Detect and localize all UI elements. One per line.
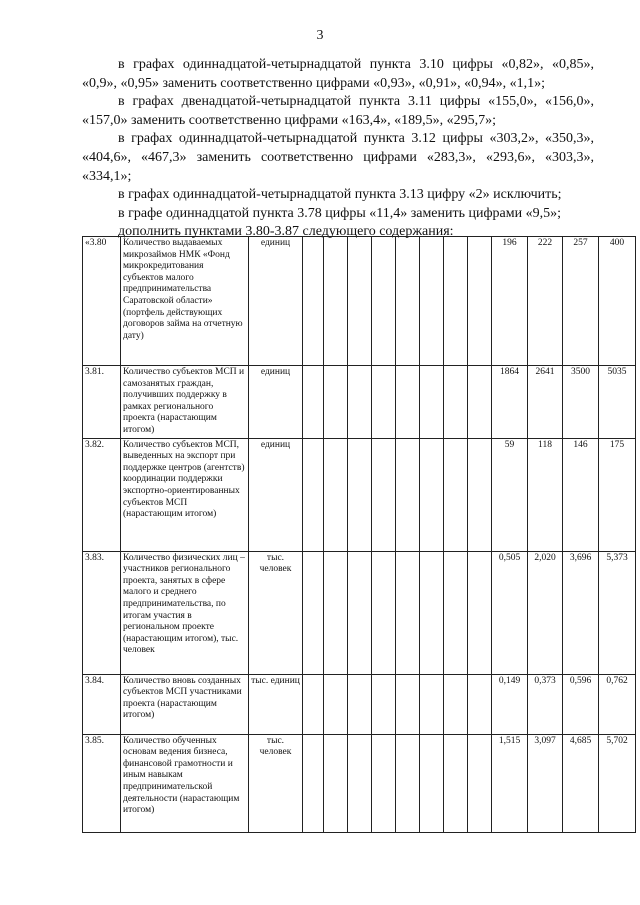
indicator-name: Количество вновь созданных субъектов МСП участниками проекта (нарастающим итогом) [121, 674, 249, 734]
value-cell: 0,505 [492, 551, 528, 674]
value-cell: 2,020 [528, 551, 563, 674]
value-cell: 257 [563, 237, 599, 366]
indicator-name: Количество субъектов МСП, выведенных на экспорт при поддержке центров (агентств) координации поддержки экспортно-ориентированных субъектов МСП (нарастающим итогом) [121, 438, 249, 551]
value-cell: 2641 [528, 366, 563, 439]
value-cell: 222 [528, 237, 563, 366]
unit-cell: единиц [249, 366, 303, 439]
value-cell: 4,685 [563, 734, 599, 832]
table-row [83, 674, 636, 734]
row-number: 3.82. [83, 438, 121, 551]
row-number: 3.81. [83, 366, 121, 439]
paragraph: в графе одиннадцатой пункта 3.78 цифры «11,4» заменить цифрами «9,5»; [118, 205, 562, 221]
unit-cell: тыс. единиц [249, 674, 303, 734]
unit-cell: единиц [249, 438, 303, 551]
value-cell: 5,373 [599, 551, 636, 674]
indicator-name: Количество обученных основам ведения бизнеса, финансовой грамотности и иным навыкам предпринимательской деятельности (нарастающим итогом) [121, 734, 249, 832]
table-row [83, 551, 636, 674]
value-cell: 5,702 [599, 734, 636, 832]
value-cell: 0,149 [492, 674, 528, 734]
row-number: 3.84. [83, 674, 121, 734]
value-cell: 0,596 [563, 674, 599, 734]
value-cell: 5035 [599, 366, 636, 439]
paragraph: в графах одиннадцатой-четырнадцатой пункта 3.13 цифру «2» исключить; [118, 187, 562, 203]
indicator-name: Количество выдаваемых микрозаймов НМК «Фонд микрокредитования субъектов малого предпринимательства Саратовской области» (портфель действующих договоров займа на отчетную дату) [121, 237, 249, 366]
unit-cell: тыс. человек [249, 734, 303, 832]
indicator-name: Количество физических лиц – участников регионального проекта, занятых в сфере малого и среднего предпринимательства, по итогам участия в региональном проекте (нарастающим итогом), тыс. человек [121, 551, 249, 674]
value-cell: 3,097 [528, 734, 563, 832]
paragraph: в графах двенадцатой-четырнадцатой пункта 3.11 цифры «155,0», «156,0», «157,0» заменить соответственно цифрами «163,4», «189,5», «295,7»; [82, 94, 594, 128]
unit-cell: тыс. человек [249, 551, 303, 674]
page-number: 3 [316, 28, 324, 43]
value-cell: 175 [599, 438, 636, 551]
paragraph: в графах одиннадцатой-четырнадцатой пункта 3.12 цифры «303,2», «350,3», «404,6», «467,3» заменить соответственно цифрами «283,3», «293,6», «303,3», «334,1»; [82, 131, 594, 184]
table-row [83, 366, 636, 439]
row-number: «3.80 [83, 237, 121, 366]
value-cell: 1864 [492, 366, 528, 439]
indicator-name: Количество субъектов МСП и самозанятых граждан, получивших поддержку в рамках регионального проекта (нарастающим итогом) [121, 366, 249, 439]
value-cell: 3500 [563, 366, 599, 439]
table-row [83, 734, 636, 832]
value-cell: 0,762 [599, 674, 636, 734]
indicators-table [82, 236, 636, 833]
value-cell: 1,515 [492, 734, 528, 832]
value-cell: 3,696 [563, 551, 599, 674]
amendment-text [82, 56, 594, 242]
value-cell: 146 [563, 438, 599, 551]
row-number: 3.85. [83, 734, 121, 832]
table-row [83, 237, 636, 366]
paragraph: в графах одиннадцатой-четырнадцатой пункта 3.10 цифры «0,82», «0,85», «0,9», «0,95» заменить соответственно цифрами «0,93», «0,91», «0,94», «1,1»; [82, 57, 594, 91]
value-cell: 196 [492, 237, 528, 366]
value-cell: 59 [492, 438, 528, 551]
paragraph: дополнить пунктами 3.80-3.87 следующего содержания: [118, 224, 454, 240]
value-cell: 0,373 [528, 674, 563, 734]
row-number: 3.83. [83, 551, 121, 674]
value-cell: 400 [599, 237, 636, 366]
unit-cell: единиц [249, 237, 303, 366]
table-row [83, 438, 636, 551]
value-cell: 118 [528, 438, 563, 551]
